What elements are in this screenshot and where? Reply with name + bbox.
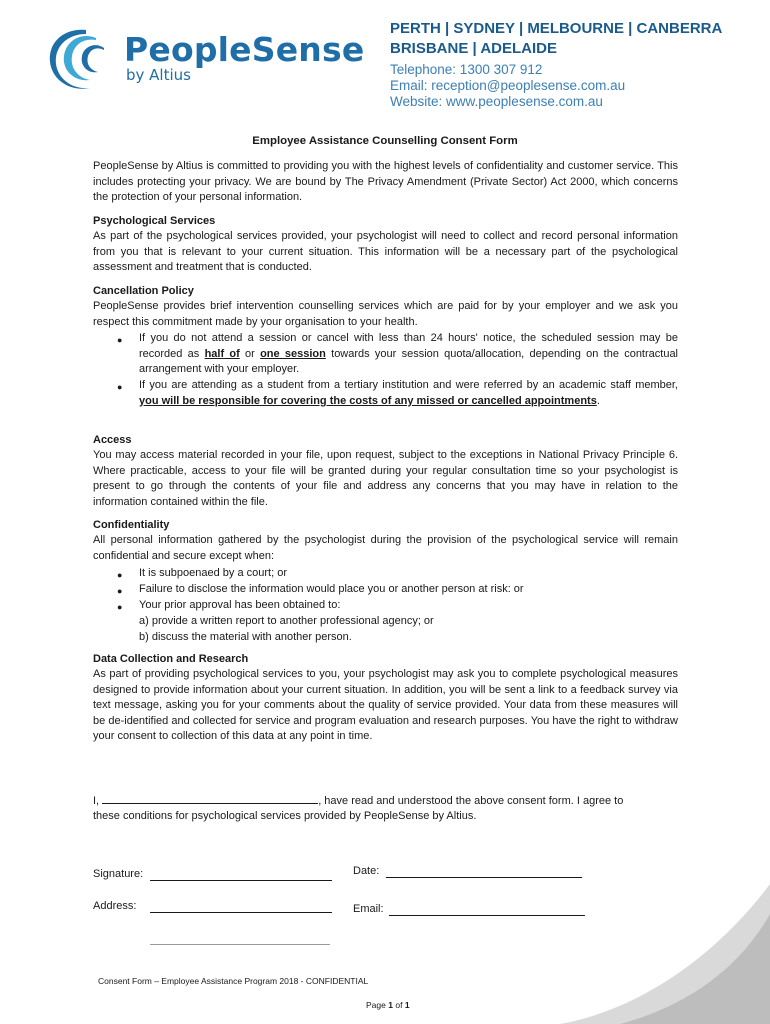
corner-swoosh-icon [560, 884, 770, 1024]
confidentiality-subitem-a: a) provide a written report to another professional agency; or [139, 615, 434, 627]
consent-name-input[interactable] [102, 793, 318, 804]
confidentiality-bullet-2: Failure to disclose the information would place you or another person at risk: or [139, 583, 524, 595]
telephone: Telephone: 1300 307 912 [390, 62, 543, 77]
consent-statement [93, 793, 678, 810]
date-label: Date: [353, 865, 380, 877]
heading-access: Access [93, 434, 132, 446]
confidentiality-bullet-1: It is subpoenaed by a court; or [139, 567, 287, 579]
cities-line-2: BRISBANE | ADELAIDE [390, 40, 557, 57]
consent-prefix: I, [93, 795, 100, 807]
brand-name: PeopleSense [124, 30, 365, 69]
peoplesense-logo-icon [44, 24, 124, 96]
email-field[interactable] [389, 915, 585, 916]
address-label: Address: [93, 900, 137, 912]
cancellation-bullet-2: If you are attending as a student from a tertiary institution and were referred by an academic staff member, you will be responsible for covering the costs of any missed or cancelled appointments. [139, 379, 678, 407]
signature-field[interactable] [150, 880, 332, 881]
data-collection-text: As part of providing psychological services to you, your psychologist may ask you to complete psychological measures designed to provide information about your current situation. In addition, you will be sent a link to a feedback survey via text message, asking you for your comments about the quality of service provided. Your data from these measures will be de-identified and collected for service and program evaluation and research purposes. You have the right to withdraw your consent to collection of this data at any point in time. [93, 668, 678, 743]
psychological-services-text: As part of the psychological services provided, your psychologist will need to collect and record personal information from you that is relevant to your current situation. This information will be a necessary part of the psychological assessment and treatment that is conducted. [93, 230, 678, 274]
address-field[interactable] [150, 912, 332, 913]
confidentiality-subitem-b: b) discuss the material with another person. [139, 631, 352, 643]
bullet-icon: ● [117, 602, 123, 612]
cancellation-text: PeopleSense provides brief intervention counselling services which are paid for by your employer and we ask you respect this commitment made by your organisation to your health. [93, 300, 678, 328]
confidentiality-text: All personal information gathered by the psychologist during the provision of the psychological service will remain confidential and secure except when: [93, 534, 678, 562]
header [0, 0, 770, 115]
bullet-icon: ● [117, 382, 123, 392]
confidentiality-bullet-3: Your prior approval has been obtained to: [139, 599, 341, 611]
bullet-icon: ● [117, 570, 123, 580]
consent-line-2: these conditions for psychological services provided by PeopleSense by Altius. [93, 810, 477, 822]
signature-label: Signature: [93, 868, 144, 880]
address-field-line-2[interactable] [150, 944, 330, 945]
website: Website: www.peoplesense.com.au [390, 94, 603, 109]
consent-suffix: , have read and understood the above consent form. I agree to [318, 795, 624, 807]
brand-subtitle: by Altius [126, 66, 191, 84]
heading-confidentiality: Confidentiality [93, 519, 170, 531]
heading-psychological-services: Psychological Services [93, 215, 216, 227]
heading-data-collection: Data Collection and Research [93, 653, 249, 665]
document-title: Employee Assistance Counselling Consent Form [252, 135, 518, 147]
heading-cancellation-policy: Cancellation Policy [93, 285, 194, 297]
email-label: Email: [353, 903, 384, 915]
bullet-icon: ● [117, 335, 123, 345]
email-address: Email: reception@peoplesense.com.au [390, 78, 626, 93]
footer-text: Consent Form – Employee Assistance Program 2018 - CONFIDENTIAL [98, 976, 369, 986]
date-field[interactable] [386, 877, 582, 878]
cities-line-1: PERTH | SYDNEY | MELBOURNE | CANBERRA [390, 20, 723, 37]
page-number: Page 1 of 1 [366, 1000, 410, 1010]
bullet-icon: ● [117, 586, 123, 596]
cancellation-bullet-1: If you do not attend a session or cancel with less than 24 hours' notice, the scheduled session may be recorded as half of or one session towards your session quota/allocation, depending on the contractual arrangement with your employer. [139, 332, 679, 376]
intro-paragraph: PeopleSense by Altius is committed to providing you with the highest levels of confidentiality and customer service. This includes protecting your privacy. We are bound by The Privacy Amendment (Private Sector) Act 2000, which concerns the protection of your personal information. [93, 160, 678, 204]
access-text: You may access material recorded in your file, upon request, subject to the exceptions in National Privacy Principle 6. Where practicable, access to your file will be granted during your regular consultation time so your psychologist is present to go through the contents of your file and address any concerns that you may have in relation to the information contained within the file. [93, 449, 678, 508]
